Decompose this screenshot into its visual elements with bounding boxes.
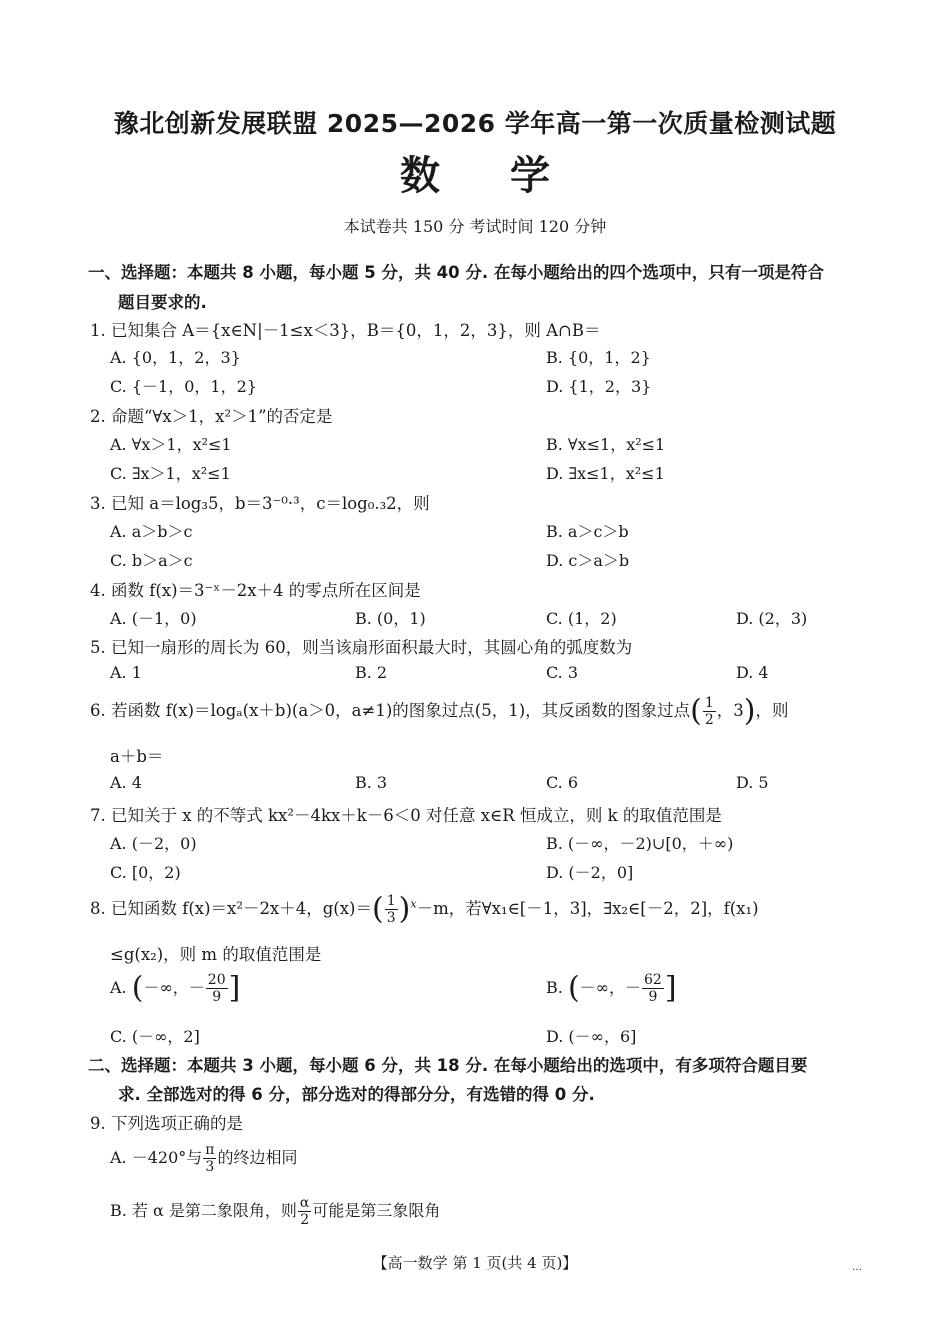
- q5-option-d: D. 4: [736, 663, 769, 682]
- q8-b-left-paren: (: [567, 970, 580, 1006]
- q9-option-b-text: B. 若 α 是第二象限角，则: [110, 1201, 297, 1220]
- question-5-stem: 5. 已知一扇形的周长为 60，则当该扇形面积最大时，其圆心角的弧度数为: [90, 638, 633, 657]
- question-1-stem: 1. 已知集合 A＝{x∈N|－1≤x＜3}，B＝{0，1，2，3}，则 A∩B＝: [90, 321, 601, 340]
- q9-b-numerator: α: [299, 1195, 310, 1211]
- q8-option-d: D. (－∞，6]: [546, 1027, 637, 1046]
- q8-stem-text: 8. 已知函数 f(x)＝x²－2x＋4，g(x)＝: [90, 899, 372, 918]
- q6-option-c: C. 6: [546, 773, 579, 792]
- q8-stem-rest: －m，若∀x₁∈[－1，3]，∃x₂∈[－2，2]，f(x₁): [416, 899, 759, 918]
- q3-option-d: D. c＞a＞b: [546, 551, 630, 570]
- question-8-stem-cont: ≤g(x₂)，则 m 的取值范围是: [110, 945, 322, 964]
- q2-option-c: C. ∃x＞1，x²≤1: [110, 464, 231, 483]
- q8-a-right-bracket: ]: [228, 970, 241, 1006]
- q4-option-d: D. (2，3): [736, 609, 808, 628]
- q9-option-b: [110, 1196, 440, 1227]
- q3-option-c: C. b＞a＞c: [110, 551, 193, 570]
- q8-a-fraction: [206, 973, 228, 1004]
- q9-option-a: [110, 1143, 298, 1174]
- q6-frac-denominator: 2: [704, 712, 714, 728]
- q8-left-paren: (: [371, 891, 384, 927]
- q8-b-numerator: 62: [644, 972, 662, 988]
- question-2-stem: 2. 命题“∀x＞1，x²＞1”的否定是: [90, 407, 333, 426]
- q4-option-a: A. (－1，0): [110, 609, 197, 628]
- section2-heading-cont: 求. 全部选对的得 6 分，部分选对的得部分分，有选错的得 0 分.: [118, 1085, 595, 1104]
- q9-option-b-end: 可能是第三象限角: [312, 1201, 441, 1220]
- q7-option-a: A. (－2，0): [110, 834, 197, 853]
- q8-fraction: [385, 894, 398, 925]
- question-7-stem: 7. 已知关于 x 的不等式 kx²－4kx＋k－6＜0 对任意 x∈R 恒成立，则 k 的取值范围是: [90, 806, 722, 825]
- q6-option-a: A. 4: [110, 773, 142, 792]
- q7-option-b: B. (－∞，－2)∪[0，＋∞): [546, 834, 734, 853]
- section2-heading: 二、选择题：本题共 3 小题，每小题 6 分，共 18 分. 在每小题给出的选项中，有多项符合题目要: [88, 1056, 808, 1075]
- q8-option-b: [546, 970, 677, 1006]
- q8-option-a-interval: －∞，－: [143, 978, 205, 997]
- q8-right-paren: ): [398, 891, 411, 927]
- q6-stem-text: 6. 若函数 f(x)＝logₐ(x＋b)(a＞0，a≠1)的图象过点(5，1)，其反函数的图象过点: [90, 701, 691, 720]
- q6-right-paren: ): [743, 693, 756, 729]
- q6-left-paren: (: [690, 693, 702, 729]
- q4-option-b: B. (0，1): [355, 609, 426, 628]
- q9-a-fraction: [203, 1143, 216, 1174]
- page-footer: 【高一数学 第 1 页(共 4 页)】: [372, 1254, 578, 1272]
- q8-a-left-paren: (: [131, 970, 144, 1006]
- q6-option-b: B. 3: [355, 773, 388, 792]
- q6-stem-end: ，则: [755, 701, 789, 720]
- q2-option-a: A. ∀x＞1，x²≤1: [110, 435, 232, 454]
- q8-option-a-label: A.: [110, 978, 132, 997]
- q6-fraction: [703, 696, 716, 727]
- q9-option-a-text: A. －420°与: [110, 1148, 203, 1167]
- q4-option-c: C. (1，2): [546, 609, 617, 628]
- q8-frac-numerator: 1: [386, 893, 396, 909]
- q8-b-fraction: [642, 973, 664, 1004]
- question-9-stem: 9. 下列选项正确的是: [90, 1114, 243, 1133]
- question-3-stem: 3. 已知 a＝log₃5，b＝3⁻⁰·³，c＝log₀.₃2，则: [90, 494, 430, 513]
- q6-frac-numerator: 1: [704, 695, 714, 711]
- q8-option-a: [110, 970, 241, 1006]
- question-6-stem: [90, 693, 789, 729]
- footer-mark: …: [852, 1262, 862, 1273]
- q9-a-numerator: π: [205, 1142, 215, 1158]
- q7-option-d: D. (－2，0]: [546, 863, 634, 882]
- q8-a-denominator: 9: [212, 989, 222, 1005]
- q1-option-a: A. {0，1，2，3}: [110, 348, 241, 367]
- q9-b-fraction: [298, 1196, 311, 1227]
- q8-a-numerator: 20: [207, 972, 226, 988]
- q9-a-denominator: 3: [205, 1159, 215, 1175]
- exam-info: 本试卷共 150 分 考试时间 120 分钟: [343, 217, 607, 236]
- q8-b-right-bracket: ]: [664, 970, 677, 1006]
- section1-heading: 一、选择题：本题共 8 小题，每小题 5 分，共 40 分. 在每小题给出的四个选项中，只有一项是符合: [88, 263, 824, 282]
- question-6-stem-cont: a＋b＝: [110, 747, 164, 766]
- q3-option-a: A. a＞b＞c: [110, 522, 193, 541]
- q8-option-c: C. (－∞，2]: [110, 1027, 200, 1046]
- q8-frac-denominator: 3: [386, 910, 396, 926]
- q9-option-a-end: 的终边相同: [217, 1148, 298, 1167]
- question-4-stem: 4. 函数 f(x)＝3⁻ˣ－2x＋4 的零点所在区间是: [90, 581, 421, 600]
- q8-option-b-interval: －∞，－: [579, 978, 641, 997]
- exam-title: 豫北创新发展联盟 2025—2026 学年高一第一次质量检测试题: [113, 109, 837, 138]
- q1-option-d: D. {1，2，3}: [546, 377, 652, 396]
- q1-option-c: C. {－1，0，1，2}: [110, 377, 257, 396]
- question-8-stem: 8. 已知函数 f(x)＝x²－2x＋4，g(x)＝( $\frac{1}{3}$ )$^x$－m，若∀x₁∈[－1，3]，∃x₂∈[－2，2]，f(x₁): [90, 891, 759, 927]
- q8-option-b-label: B.: [546, 978, 568, 997]
- section1-heading-cont: 题目要求的.: [118, 293, 207, 312]
- q5-option-b: B. 2: [355, 663, 388, 682]
- q8-b-denominator: 9: [648, 989, 658, 1005]
- subject-title: 数学: [400, 153, 620, 199]
- q5-option-a: A. 1: [110, 663, 142, 682]
- q3-option-b: B. a＞c＞b: [546, 522, 629, 541]
- q7-option-c: C. [0，2): [110, 863, 181, 882]
- q2-option-b: B. ∀x≤1，x²≤1: [546, 435, 666, 454]
- q2-option-d: D. ∃x≤1，x²≤1: [546, 464, 665, 483]
- q6-option-d: D. 5: [736, 773, 769, 792]
- q6-point-y: ，3: [716, 701, 744, 720]
- q9-b-denominator: 2: [300, 1212, 310, 1228]
- q1-option-b: B. {0，1，2}: [546, 348, 651, 367]
- q5-option-c: C. 3: [546, 663, 579, 682]
